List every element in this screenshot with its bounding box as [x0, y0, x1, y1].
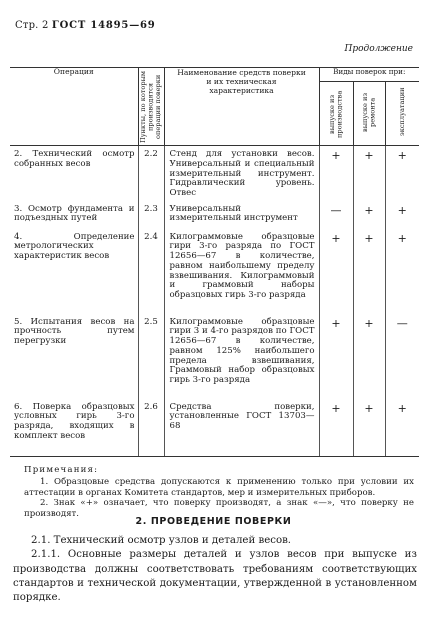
- mark-cell: +: [397, 231, 407, 245]
- header-clauses: Пункты, по которым производятся операции поверки: [138, 70, 162, 143]
- clause-cell: 2.2: [138, 146, 164, 201]
- paragraph: 2.1. Технический осмотр узлов и деталей весов.: [31, 535, 292, 546]
- continuation-label: Продолжение: [344, 44, 413, 54]
- section-title: 2. ПРОВЕДЕНИЕ ПОВЕРКИ: [135, 516, 292, 527]
- mark-cell: +: [319, 146, 353, 201]
- verification-table: [10, 67, 419, 457]
- clause-cell: 2.6: [138, 399, 164, 457]
- header-means: Наименование средств поверки и их техническая характеристика: [164, 68, 319, 146]
- mark-cell: +: [385, 399, 419, 457]
- operation-cell: 6. Поверка образцовых условных гирь 3-го разряда, входящих в комплект весов: [10, 399, 138, 457]
- mark-cell: +: [397, 203, 407, 217]
- mark-cell: +: [353, 146, 385, 201]
- operation-cell: 5. Испытания весов на прочность путем перегрузки: [10, 314, 138, 399]
- header-types-group: Виды поверок при:: [319, 68, 419, 82]
- mark-cell: +: [319, 229, 353, 314]
- mark-cell: —: [319, 201, 353, 229]
- mark-cell: +: [397, 149, 407, 162]
- mark-cell: —: [396, 316, 408, 330]
- clause-cell: 2.5: [138, 314, 164, 399]
- table-row: [10, 229, 419, 314]
- means-cell: Килограммовые образцовые гири 3-го разряда по ГОСТ 12656—67 в количестве, равном наибольшему пределу взвешивания. Килограммовый и граммовый наборы образцовых гирь 3-го разряда: [164, 229, 319, 314]
- clause-cell: 2.4: [138, 229, 164, 314]
- section-body: [13, 534, 417, 605]
- means-cell: Универсальный измерительный инструмент: [164, 201, 319, 229]
- mark-cell: +: [353, 314, 385, 399]
- table-row: [10, 399, 419, 457]
- paragraph: 2.1.1. Основные размеры деталей и узлов весов при выпуске из производства должны соответствовать требованиям соответствующих стандартов и технической документации, утвержденной в установленном порядке.: [13, 549, 417, 604]
- header-operation: Операция: [10, 68, 138, 146]
- table-row: [10, 146, 419, 201]
- mark-cell: +: [353, 201, 385, 229]
- page-header: [15, 20, 156, 31]
- operation-cell: 3. Осмотр фундамента и подъездных путей: [10, 201, 138, 229]
- operation-cell: 2. Технический осмотр собранных весов: [10, 146, 138, 201]
- operation-cell: 4. Определение метрологических характеристик весов: [10, 229, 138, 314]
- header-type-repair: выпуске из ремонта: [360, 92, 376, 132]
- note-item: 1. Образцовые средства допускаются к применению только при условии их аттестации в органах Комитета стандартов, мер и измерительных приборов.: [24, 477, 414, 498]
- means-cell: Килограммовые образцовые гири 3 и 4-го разрядов по ГОСТ 12656—67 в количестве, равном 125% наибольшего предела взвешивания, Граммовый набор образцовых гирь 3-го разряда: [164, 314, 319, 399]
- mark-cell: +: [319, 399, 353, 457]
- means-cell: Стенд для установки весов. Универсальный и специальный измерительный инструмент. Гидравлический уровень. Отвес: [164, 146, 319, 201]
- standard-number: ГОСТ 14895—69: [51, 20, 156, 31]
- clause-cell: 2.3: [138, 201, 164, 229]
- header-type-production: выпуске из производства: [327, 89, 343, 138]
- notes-block: [24, 465, 414, 519]
- mark-cell: +: [353, 399, 385, 457]
- page-number: Стр. 2: [15, 20, 49, 31]
- means-cell: Средства поверки, установленные ГОСТ 13703—68: [164, 399, 319, 457]
- mark-cell: +: [353, 229, 385, 314]
- note-item: 2. Знак «+» означает, что поверку производят, а знак «—», что поверку не производят.: [24, 498, 414, 519]
- header-type-operation: эксплуатации: [397, 87, 406, 137]
- table-row: [10, 314, 419, 399]
- notes-title: Примечания:: [24, 465, 99, 475]
- mark-cell: +: [319, 314, 353, 399]
- table-row: [10, 201, 419, 229]
